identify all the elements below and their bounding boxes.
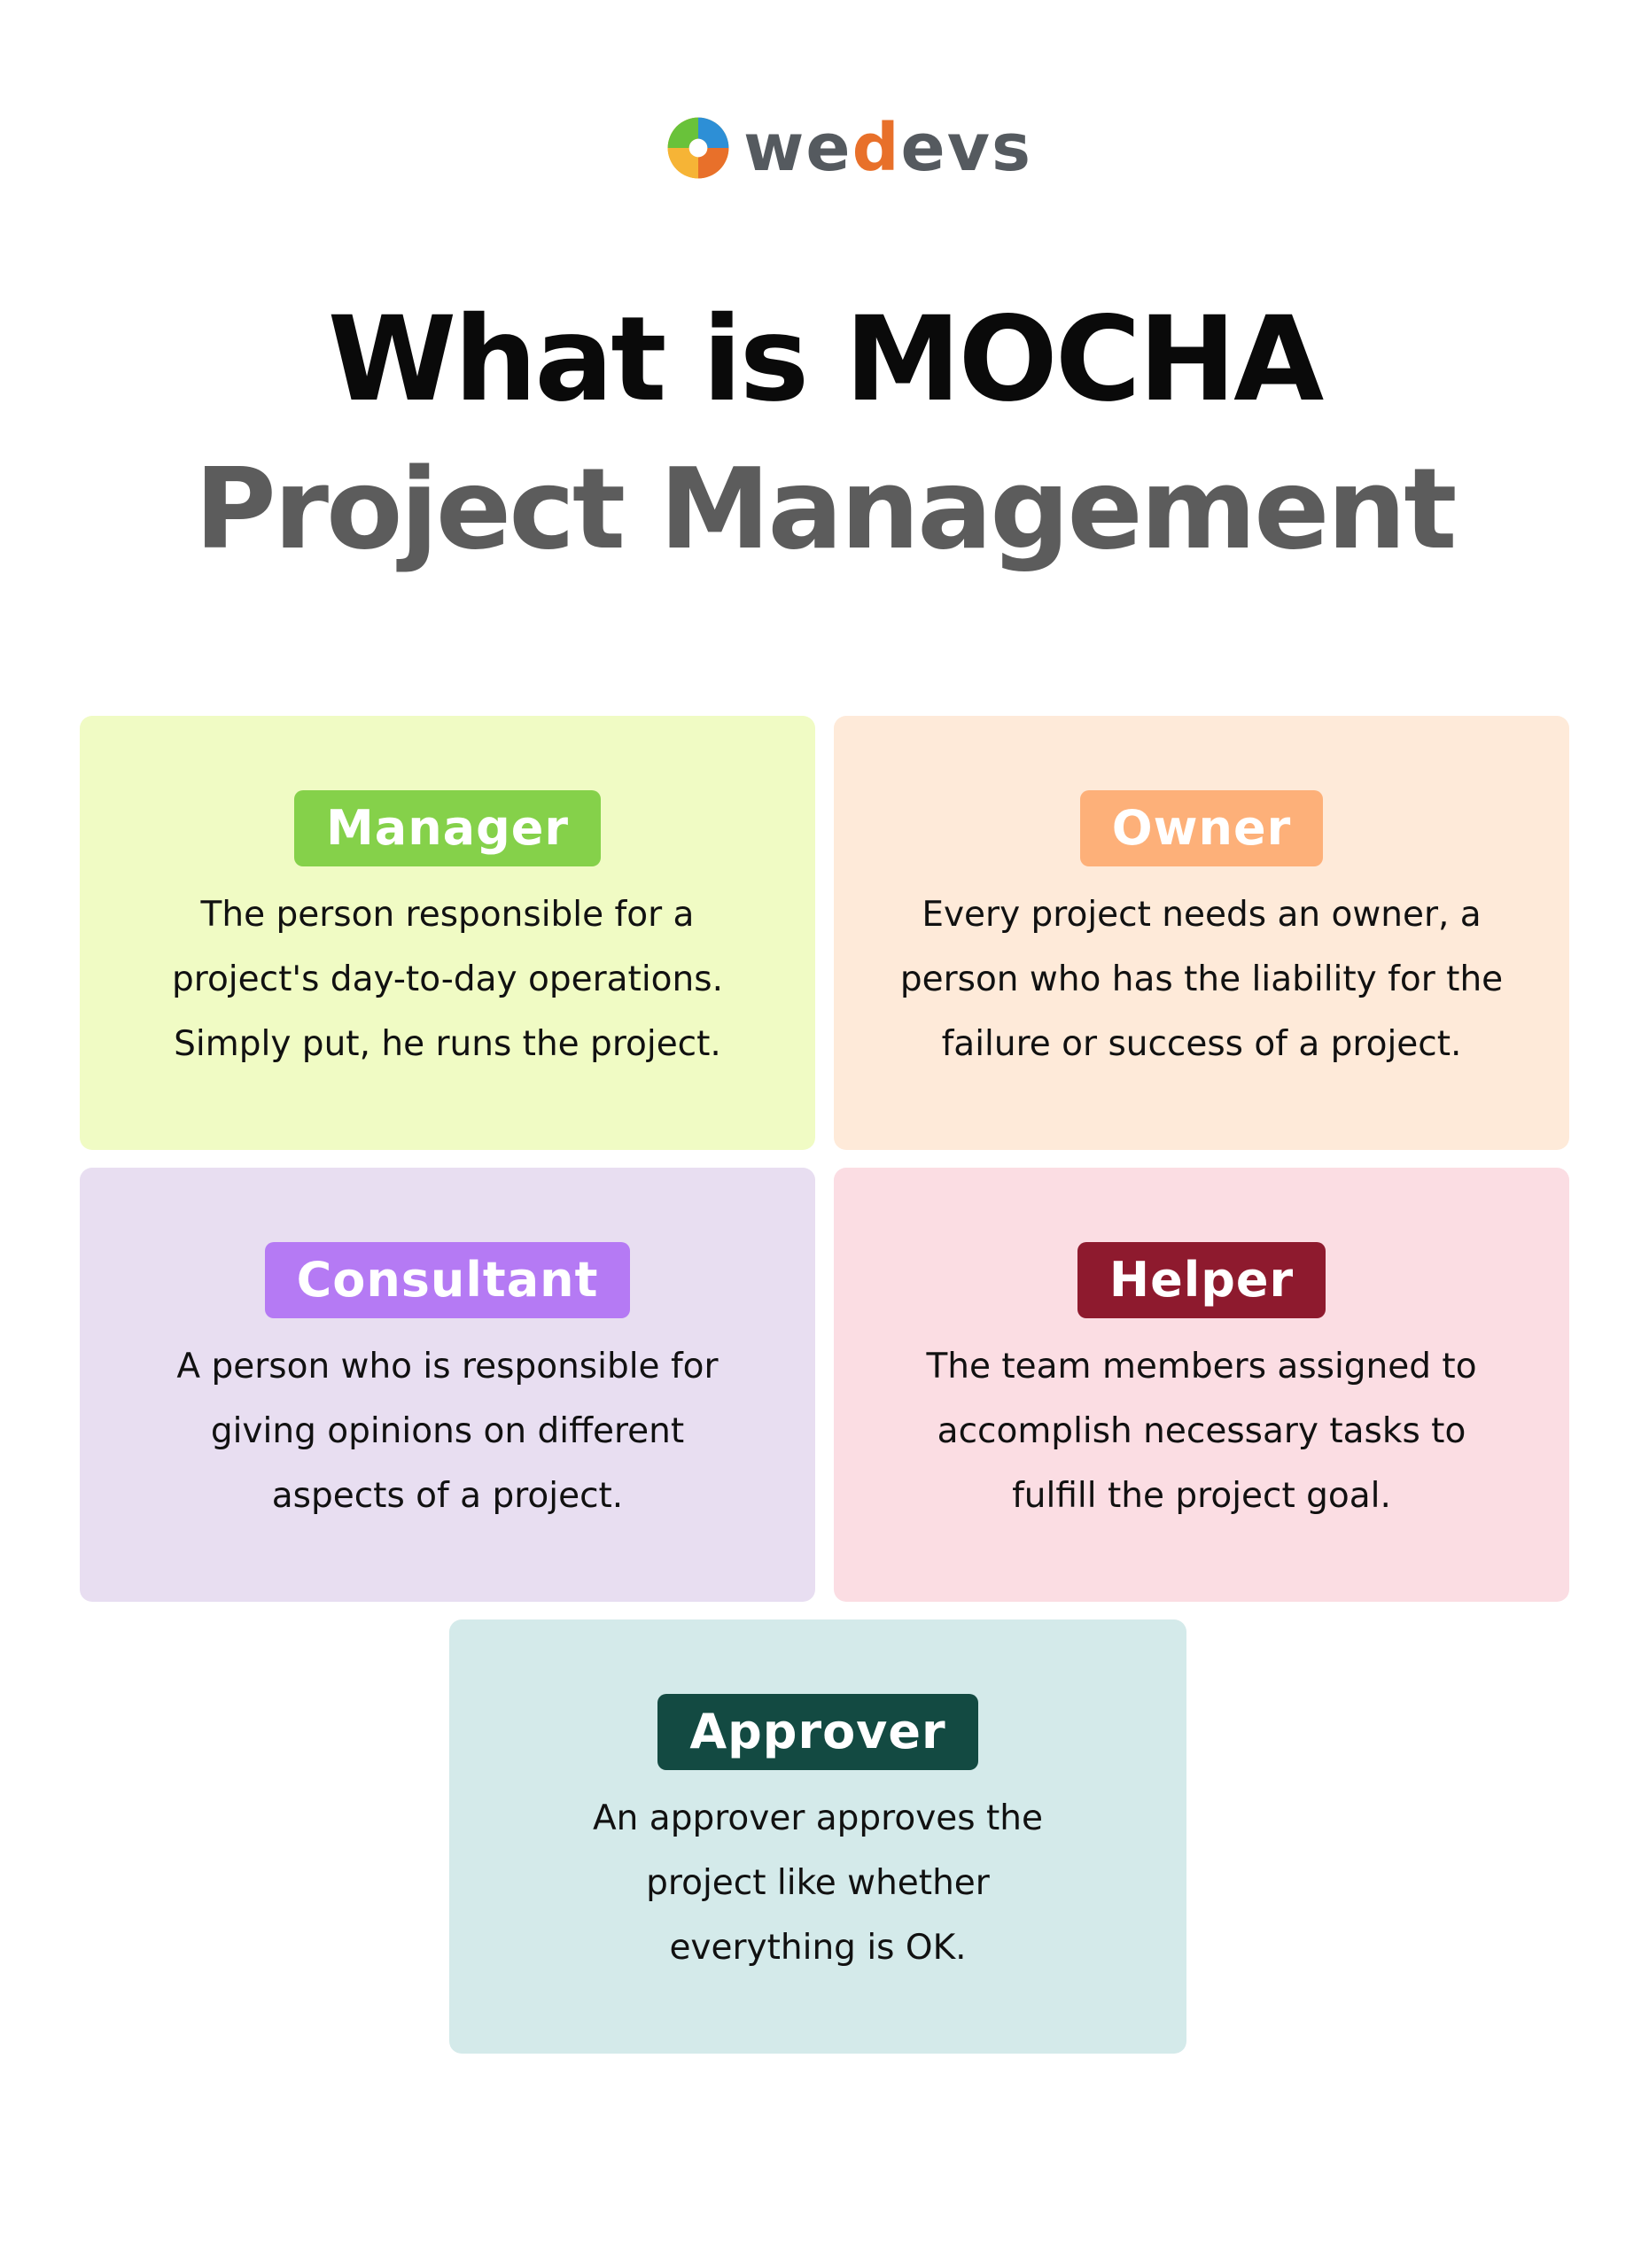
role-description-consultant: A person who is responsible for giving opinions on different aspects of a project. (176, 1346, 719, 1516)
role-description-manager: The person responsible for a project's day-to-day operations. Simply put, he runs the project. (172, 894, 723, 1064)
page-title-line2: Project Management (194, 444, 1455, 574)
role-card-helper (834, 1168, 1569, 1602)
wedevs-logo-icon (660, 110, 736, 186)
page-title-line1: What is MOCHA (327, 291, 1322, 428)
role-card-manager (80, 716, 815, 1150)
role-badge-approver: Approver (657, 1694, 977, 1770)
role-badge-consultant: Consultant (265, 1242, 631, 1318)
role-description-owner: Every project needs an owner, a person who has the liability for the failure or success of a project. (899, 894, 1504, 1064)
role-badge-helper: Helper (1077, 1242, 1326, 1318)
role-card-approver (449, 1619, 1186, 2054)
role-badge-owner: Owner (1080, 790, 1324, 866)
role-card-owner (834, 716, 1569, 1150)
role-card-consultant (80, 1168, 815, 1602)
role-badge-manager: Manager (294, 790, 601, 866)
title-highlight: MOCHA (844, 291, 1322, 428)
wedevs-wordmark: wedevs (743, 110, 1033, 186)
role-description-helper: The team members assigned to accomplish necessary tasks to fulfill the project goal. (926, 1346, 1477, 1516)
role-description-approver: An approver approves the project like whether everything is OK. (593, 1798, 1043, 1968)
wedevs-logo (660, 108, 1032, 188)
